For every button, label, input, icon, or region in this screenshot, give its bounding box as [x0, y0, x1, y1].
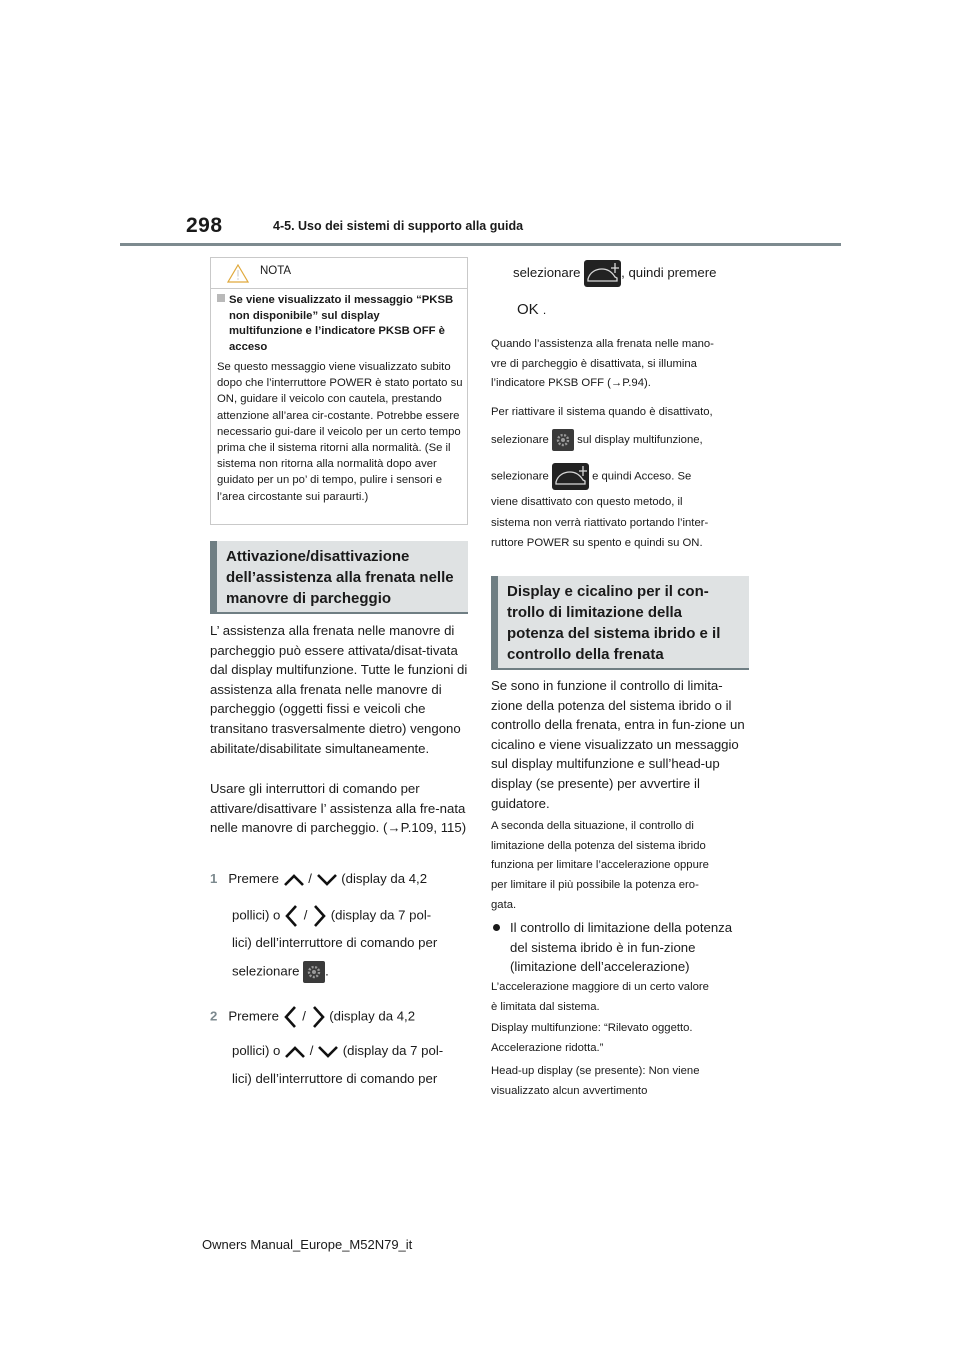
heading-activation	[210, 541, 468, 614]
bullet-text: Il controllo di limitazione della potenza del sistema ibrido è in fun-zione (limitazione dell’accelerazione)	[510, 920, 733, 975]
right-p5-line: L’accelerazione maggiore di un certo valore	[491, 981, 709, 993]
parking-brake-car-icon	[584, 260, 621, 287]
left-paragraph-2	[210, 779, 468, 838]
separator: /	[309, 1043, 314, 1058]
heading-display-buzzer	[491, 576, 749, 670]
footer-text: Owners Manual_Europe_M52N79_it	[202, 1237, 413, 1252]
chevron-left-icon	[284, 904, 300, 928]
right-paragraph-3: Se sono in funzione il controllo di limita-zione della potenza del sistema ibrido o il controllo della frenata, entra in fun-zione un cicalino e viene visualizzato un messaggio sul display multifunzione e sull’head-up display (se presente) per avvertire il guidatore.	[491, 678, 745, 811]
chevron-right-icon	[311, 904, 327, 928]
chevron-down-icon	[317, 1045, 339, 1059]
step-2-text: (display da 4,2	[329, 1008, 416, 1024]
right-p7-line: Head-up display (se presente): Non viene	[491, 1065, 700, 1077]
right-p4-line: limitazione della potenza del sistema ibrido	[491, 839, 706, 852]
right-p4-line: funziona per limitare l’accelerazione oppure	[491, 859, 709, 872]
separator: /	[308, 871, 312, 886]
step-1-line-3: lici) dell’interruttore di comando per	[232, 935, 438, 950]
chevron-down-icon	[316, 873, 338, 887]
chevron-right-icon	[310, 1005, 326, 1029]
header-rule	[120, 243, 841, 246]
note-header	[211, 258, 467, 289]
right-p2-line-1: Per riattivare il sistema quando è disattivato,	[491, 406, 713, 418]
step-1-number: 1	[210, 871, 218, 886]
right-p2-line: viene disattivato con questo metodo, il	[491, 496, 683, 508]
step-1-text: (display da 4,2	[341, 871, 428, 886]
warning-triangle-icon	[227, 264, 249, 283]
bullet-item	[492, 918, 750, 977]
right-p2-text: sul display multifunzione,	[577, 433, 703, 446]
step-1-text: pollici) o	[232, 907, 281, 923]
step-2-line-3: lici) dell’interruttore di comando per	[232, 1071, 438, 1086]
note-body: Se questo messaggio viene visualizzato subito dopo che l’interruttore POWER è stato portato su ON, guidare il veicolo con cautela, prestando attenzione all’area cir-costante. Potrebbe essere necessario gui-dare il veicolo per un certo tempo prima che il sistema ritorni alla normalità. (Se il sistema non ritorna alla normalità dopo aver guidato per un po’ di tempo, pulire i sensori e l’area circostante sui paraurti.)	[217, 361, 463, 503]
right-p7-line: visualizzato alcun avvertimento	[491, 1084, 648, 1097]
right-p1-line: Quando l’assistenza alla frenata nelle mano-	[491, 338, 714, 350]
right-p2-line: ruttore POWER su spento e quindi su ON.	[491, 537, 703, 550]
right-p2-text: selezionare	[491, 470, 549, 483]
heading-display-buzzer-text: Display e cicalino per il con-trollo di limitazione della potenza del sistema ibrido e il controllo della frenata	[507, 583, 721, 663]
section-title: 4-5. Uso dei sistemi di supporto alla guida	[273, 219, 524, 233]
step-2-text: (display da 7 pol-	[342, 1043, 444, 1058]
right-p4-line: A seconda della situazione, il controllo di	[491, 820, 694, 832]
note-label: NOTA	[260, 265, 292, 277]
continuation-text: selezionare	[513, 264, 581, 280]
page-number: 298	[186, 214, 223, 237]
right-p2-line-2	[491, 429, 749, 451]
left-paragraph-1: L’ assistenza alla frenata nelle manovre di parcheggio può essere attivata/disat-tivata dal display multifunzione. Tutte le funzioni di assistenza alla frenata nelle manovre di parcheggio (oggetti fissi e veicoli che transitano trasversalmente dietro) vengono abilitate/disabilitate simultaneamente.	[210, 623, 468, 756]
note-subtitle-text: Se viene visualizzato il messaggio “PKSB non disponibile” sul display multifunzione e l’indicatore PKSB OFF è acceso	[229, 294, 454, 353]
step-2-line-2	[232, 1041, 472, 1061]
step-1-line-1	[210, 869, 470, 889]
step-2-text: Premere	[228, 1008, 279, 1024]
step-2-text: pollici) o	[232, 1043, 281, 1058]
right-p2-line: sistema non verrà riattivato portando l’inter-	[491, 516, 709, 529]
gear-icon	[303, 961, 325, 983]
step-1-text: (display da 7 pol-	[330, 907, 432, 923]
right-p1-line: l’indicatore PKSB OFF (→P.94).	[491, 377, 651, 390]
right-p6-line: Accelerazione ridotta.”	[491, 1041, 604, 1054]
right-p5-line: è limitata dal sistema.	[491, 1000, 600, 1013]
right-paragraph-7	[491, 1062, 749, 1101]
step-2-line-1	[210, 1005, 470, 1029]
right-paragraph-6	[491, 1019, 749, 1058]
page-reference: (→P.109, 115)	[383, 820, 467, 836]
step-1-text: Premere	[228, 871, 279, 886]
right-p4-line: gata.	[491, 898, 517, 911]
right-p2-text: e quindi Acceso. Se	[592, 470, 692, 483]
step-1-text: selezionare	[232, 963, 300, 979]
right-continuation	[513, 260, 753, 287]
parking-brake-car-icon	[552, 463, 589, 490]
note-subtitle	[217, 293, 461, 355]
continuation-text: , quindi premere	[621, 264, 717, 280]
square-bullet-icon	[217, 294, 225, 302]
right-paragraph-5	[491, 978, 749, 1017]
right-p2-rest	[491, 493, 749, 554]
bullet-dot-icon	[493, 924, 500, 931]
step-2-number: 2	[210, 1008, 218, 1024]
right-p6-line: Display multifunzione: “Rilevato oggetto.	[491, 1022, 693, 1034]
note-box	[210, 257, 468, 525]
chevron-left-icon	[283, 1005, 299, 1029]
step-1-line-2	[232, 904, 472, 928]
step-1-text: .	[325, 963, 329, 979]
step-1-line-4	[232, 961, 472, 983]
gear-icon	[552, 429, 574, 451]
right-paragraph-4	[491, 817, 749, 916]
right-p1-line: vre di parcheggio è disattivata, si illumina	[491, 357, 697, 370]
ok-button-label	[517, 301, 546, 318]
ok-text: OK	[517, 301, 539, 318]
left-paragraph-2-text: Usare gli interruttori di comando per attivare/disattivare l’ assistenza alla fre-nata nelle manovre di parcheggio.	[210, 781, 466, 836]
right-p4-line: per limitare il più possibile la potenza ero-	[491, 879, 699, 892]
chevron-up-icon	[283, 873, 305, 887]
right-paragraph-1	[491, 335, 749, 394]
separator: /	[302, 1008, 306, 1024]
heading-activation-text: Attivazione/disattivazione dell’assistenza alla frenata nelle manovre di parcheggio	[226, 548, 454, 607]
right-p2-text: selezionare	[491, 433, 549, 446]
chevron-up-icon	[284, 1045, 306, 1059]
separator: /	[303, 907, 308, 923]
right-p2-line-3	[491, 463, 749, 490]
ok-dot: .	[542, 303, 547, 317]
